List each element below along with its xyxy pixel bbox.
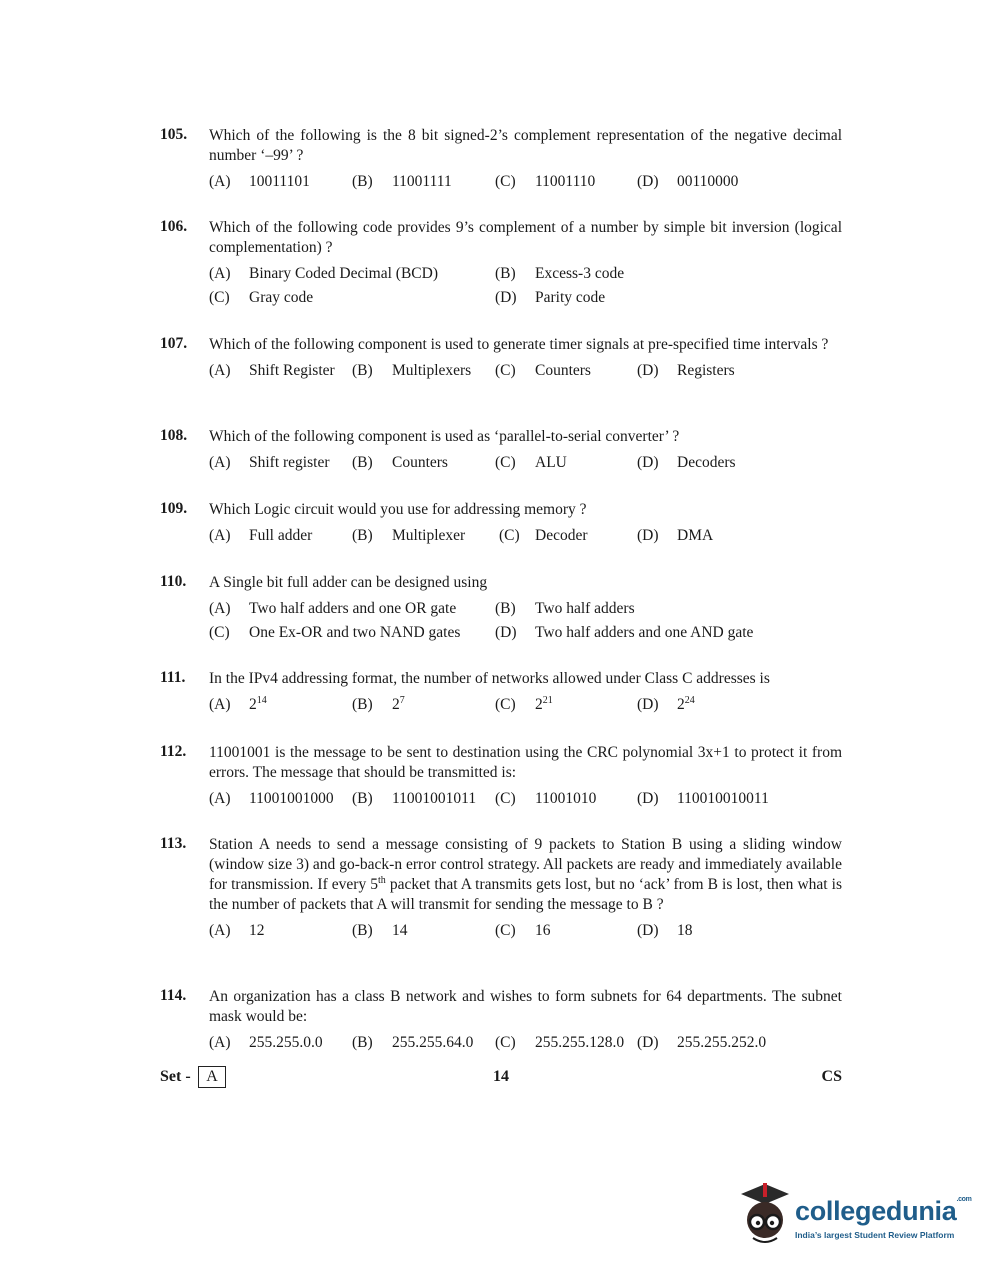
options bbox=[209, 1031, 842, 1055]
option-b: (B) 11001001011 bbox=[352, 790, 477, 807]
question-number: 108. bbox=[160, 427, 188, 444]
options bbox=[209, 597, 842, 645]
question-108 bbox=[160, 427, 842, 475]
option-d: (D) 255.255.252.0 bbox=[637, 1034, 767, 1051]
question-number: 114. bbox=[160, 987, 187, 1004]
option-b: (B) $2^7$ bbox=[352, 695, 405, 713]
options bbox=[209, 262, 842, 310]
option-a: (A) 12 bbox=[209, 922, 265, 939]
option-c: (C) 16 bbox=[495, 922, 551, 939]
logo-wordmark: collegedunia$^{.com}$ bbox=[795, 1196, 972, 1226]
question-number: 109. bbox=[160, 500, 188, 517]
question-111 bbox=[160, 669, 842, 717]
question-112 bbox=[160, 743, 842, 811]
question-text: Which of the following component is used as ‘parallel-to-serial converter’ ? bbox=[209, 428, 680, 445]
question-110 bbox=[160, 573, 842, 645]
question-107 bbox=[160, 335, 842, 383]
question-number: 105. bbox=[160, 126, 188, 143]
option-a: (A) 10011101 bbox=[209, 173, 310, 190]
option-d: (D) Parity code bbox=[495, 289, 606, 306]
option-d: (D) Registers bbox=[637, 362, 735, 379]
question-113 bbox=[160, 835, 842, 943]
question-106 bbox=[160, 218, 842, 310]
collegedunia-logo bbox=[735, 1180, 972, 1250]
options bbox=[209, 359, 842, 383]
page-footer bbox=[160, 1066, 842, 1090]
set-value-box: A bbox=[198, 1066, 226, 1088]
question-109 bbox=[160, 500, 842, 548]
question-text: Which of the following component is used to generate timer signals at pre-specified time intervals ? bbox=[209, 336, 829, 353]
option-b: (B) Excess-3 code bbox=[495, 265, 625, 282]
question-text: An organization has a class B network and wishes to form subnets for 64 departments. The subnet mask would be: bbox=[209, 988, 842, 1025]
question-number: 107. bbox=[160, 335, 188, 352]
option-a: (A) 255.255.0.0 bbox=[209, 1034, 323, 1051]
option-c: (C) 11001110 bbox=[495, 173, 596, 190]
mascot-icon bbox=[735, 1180, 795, 1250]
question-number: 106. bbox=[160, 218, 188, 235]
question-number: 113. bbox=[160, 835, 187, 852]
options bbox=[209, 919, 842, 943]
set-label: Set - bbox=[160, 1068, 191, 1085]
option-a: (A) Two half adders and one OR gate bbox=[209, 600, 457, 617]
option-c: (C) Counters bbox=[495, 362, 591, 379]
logo-tagline: India’s largest Student Review Platform bbox=[795, 1230, 955, 1240]
option-c: (C) ALU bbox=[495, 454, 567, 471]
option-c: (C) 255.255.128.0 bbox=[495, 1034, 625, 1051]
question-114 bbox=[160, 987, 842, 1055]
options bbox=[209, 524, 842, 548]
question-text: In the IPv4 addressing format, the number of networks allowed under Class C addresses is bbox=[209, 670, 770, 687]
option-c: (C) Decoder bbox=[499, 527, 588, 544]
options bbox=[209, 170, 842, 194]
question-text: Which of the following code provides 9’s complement of a number by simple bit inversion (logical complementation) ? bbox=[209, 219, 842, 256]
option-d: (D) 18 bbox=[637, 922, 693, 939]
option-b: (B) 14 bbox=[352, 922, 408, 939]
option-b: (B) Multiplexers bbox=[352, 362, 472, 379]
option-a: (A) Shift Register bbox=[209, 362, 335, 379]
option-b: (B) 255.255.64.0 bbox=[352, 1034, 474, 1051]
option-a: (A) $2^{14}$ bbox=[209, 695, 267, 713]
question-text: A Single bit full adder can be designed using bbox=[209, 574, 488, 591]
option-c: (C) One Ex-OR and two NAND gates bbox=[209, 624, 461, 641]
option-b: (B) Two half adders bbox=[495, 600, 635, 617]
option-a: (A) Full adder bbox=[209, 527, 313, 544]
option-d: (D) Two half adders and one AND gate bbox=[495, 624, 754, 641]
option-d: (D) Decoders bbox=[637, 454, 736, 471]
question-text: 11001001 is the message to be sent to destination using the CRC polynomial 3x+1 to protect it from errors. The message that should be transmitted is: bbox=[209, 744, 842, 781]
option-c: (C) $2^{21}$ bbox=[495, 695, 553, 713]
option-d: (D) $2^{24}$ bbox=[637, 695, 695, 713]
option-b: (B) Multiplexer bbox=[352, 527, 466, 544]
question-105 bbox=[160, 126, 842, 194]
option-d: (D) DMA bbox=[637, 527, 714, 544]
option-a: (A) Shift register bbox=[209, 454, 330, 471]
option-d: (D) 110010010011 bbox=[637, 790, 769, 807]
question-number: 111. bbox=[160, 669, 186, 686]
option-a: (A) Binary Coded Decimal (BCD) bbox=[209, 265, 438, 282]
option-c: (C) Gray code bbox=[209, 289, 314, 306]
option-a: (A) 11001001000 bbox=[209, 790, 334, 807]
options bbox=[209, 787, 842, 811]
option-b: (B) 11001111 bbox=[352, 173, 452, 190]
option-b: (B) Counters bbox=[352, 454, 448, 471]
options bbox=[209, 693, 842, 717]
subject-code: CS bbox=[821, 1068, 842, 1085]
question-text: Which Logic circuit would you use for addressing memory ? bbox=[209, 501, 587, 518]
option-d: (D) 00110000 bbox=[637, 173, 739, 190]
question-text: Which of the following is the 8 bit signed-2’s complement representation of the negative decimal number ‘–99’ ? bbox=[209, 127, 842, 164]
question-text: Station A needs to send a message consisting of 9 packets to Station B using a sliding window (window size 3) and go-back-n error control strategy. All packets are ready and immediately available for transmission. If every 5th packet that A transmits gets lost, but no ‘ack’ from B is lost, then what is the number of packets that A will transmit for sending the message to B ? bbox=[209, 836, 842, 913]
question-number: 110. bbox=[160, 573, 187, 590]
page-number: 14 bbox=[493, 1068, 509, 1085]
options bbox=[209, 451, 842, 475]
option-c: (C) 11001010 bbox=[495, 790, 597, 807]
question-number: 112. bbox=[160, 743, 187, 760]
